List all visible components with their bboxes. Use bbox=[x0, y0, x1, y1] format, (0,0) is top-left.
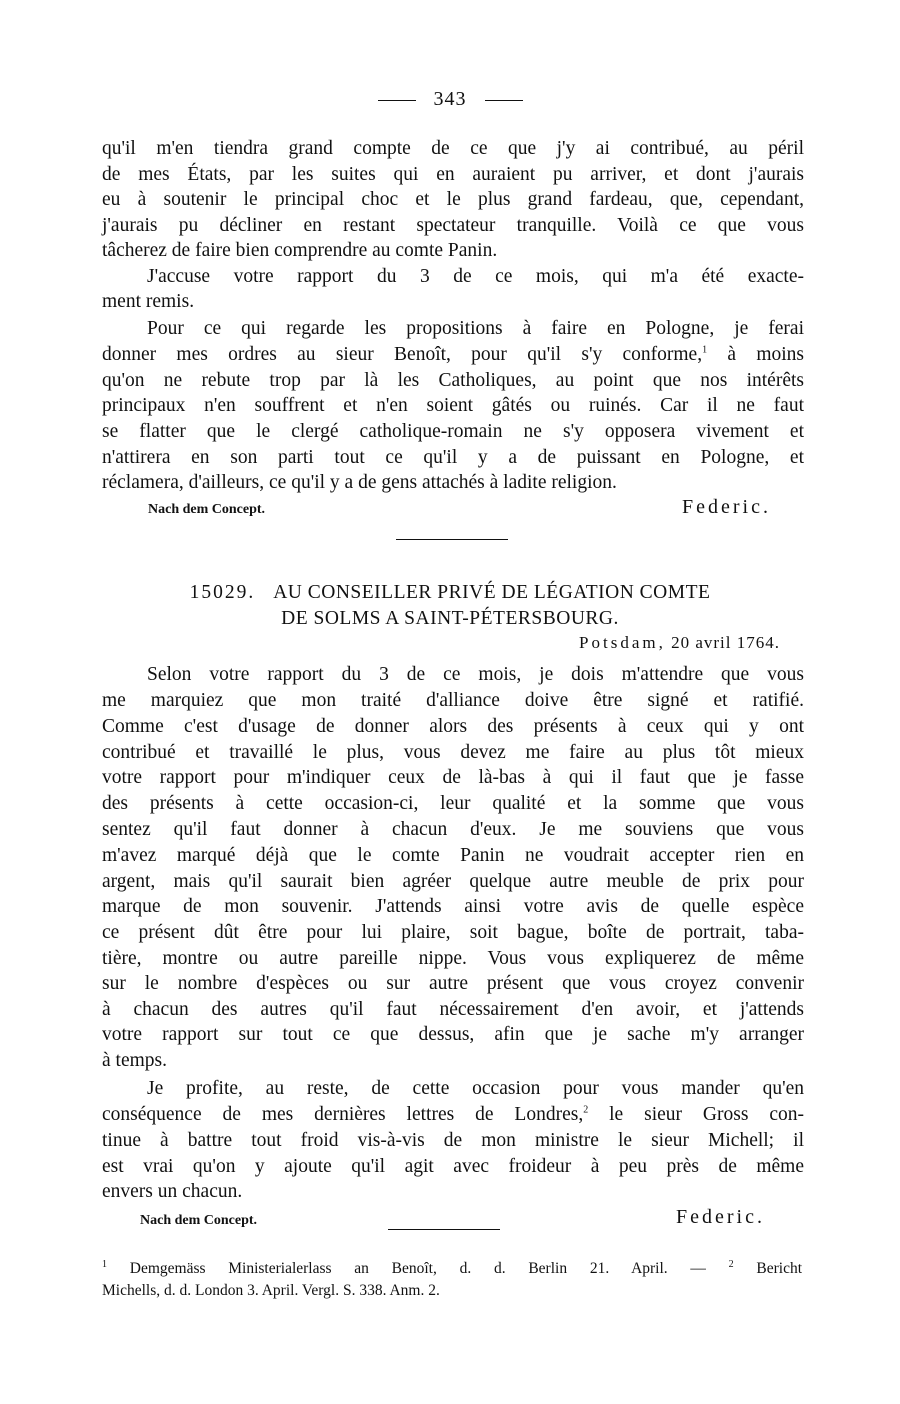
text-line: à chacun des autres qu'il faut nécessairement d'en avoir, et j'attends bbox=[102, 999, 804, 1020]
signature: Federic. bbox=[682, 496, 771, 518]
footnote-mark-1: 1 bbox=[102, 1258, 107, 1270]
text-line: votre rapport sur tout ce que dessus, afin que je sache m'y arranger bbox=[102, 1024, 804, 1045]
text-line: j'aurais pu décliner en restant spectateur tranquille. Voilà ce que vous bbox=[102, 215, 804, 236]
footnote-text-2-start: Bericht bbox=[756, 1260, 803, 1277]
source-note: Nach dem Concept. bbox=[140, 1213, 258, 1228]
dateline bbox=[579, 633, 780, 653]
text-line-with-footnote bbox=[102, 1102, 804, 1128]
text-line: J'accuse votre rapport du 3 de ce mois, qui m'a été exacte- bbox=[147, 266, 804, 287]
signature: Federic. bbox=[676, 1206, 765, 1228]
text-line: tâcherez de faire bien comprendre au comte Panin. bbox=[102, 240, 498, 261]
text-line: envers un chacun. bbox=[102, 1181, 243, 1202]
footnote-ref-2: 2 bbox=[583, 1104, 589, 1116]
text-line: votre rapport pour m'indiquer ceux de là-bas à qui il faut que je fasse bbox=[102, 767, 804, 788]
source-note: Nach dem Concept. bbox=[148, 502, 266, 517]
text-line: tière, montre ou autre pareille nippe. Vous vous expliquerez de même bbox=[102, 948, 804, 969]
text-segment: le sieur Gross con- bbox=[609, 1104, 804, 1125]
text-line: se flatter que le clergé catholique-romain ne s'y opposera vivement et bbox=[102, 421, 804, 442]
header-dash-right bbox=[485, 100, 523, 101]
footnote-mark-2: 2 bbox=[728, 1258, 734, 1270]
text-line: Pour ce qui regarde les propositions à faire en Pologne, je ferai bbox=[147, 318, 804, 339]
letter-title-text: AU CONSEILLER PRIVÉ DE LÉGATION COMTE bbox=[273, 582, 711, 603]
section-divider bbox=[396, 539, 508, 540]
footnote-ref-1: 1 bbox=[702, 344, 708, 356]
footnote-line-1 bbox=[102, 1258, 802, 1280]
footnote-divider bbox=[388, 1229, 500, 1230]
text-line: à temps. bbox=[102, 1050, 167, 1071]
text-line: Comme c'est d'usage de donner alors des présents à ceux qui y ont bbox=[102, 716, 804, 737]
text-line: ment remis. bbox=[102, 291, 195, 312]
letter-title-line-1 bbox=[0, 580, 900, 606]
text-segment: à moins bbox=[727, 344, 804, 365]
text-line: contribué et travaillé le plus, vous devez me faire au plus tôt mieux bbox=[102, 742, 804, 763]
text-segment: conséquence de mes dernières lettres de Londres, bbox=[102, 1104, 584, 1125]
footnote-text-1: Demgemäss Ministerialerlass an Benoît, d. d. Berlin 21. April. — bbox=[129, 1260, 706, 1277]
text-line: des présents à cette occasion-ci, leur qualité et la somme que vous bbox=[102, 793, 804, 814]
text-line: argent, mais qu'il saurait bien agréer quelque autre meuble de prix pour bbox=[102, 871, 804, 892]
footnote-line-2: Michells, d. d. London 3. April. Vergl. S. 338. Anm. 2. bbox=[102, 1282, 440, 1299]
header-dash-left bbox=[378, 100, 416, 101]
text-line: n'attirera en son parti tout ce qu'il y a de puissant en Pologne, et bbox=[102, 447, 804, 468]
letter-number: 15029. bbox=[189, 582, 256, 603]
page-number: 343 bbox=[433, 88, 467, 110]
text-line: sur le nombre d'espèces ou sur autre présent que vous croyez convenir bbox=[102, 973, 804, 994]
place: Potsdam, bbox=[579, 633, 666, 652]
letter-title-line-2: DE SOLMS A SAINT-PÉTERSBOURG. bbox=[281, 608, 619, 629]
text-line: qu'il m'en tiendra grand compte de ce que j'y ai contribué, au péril bbox=[102, 138, 804, 159]
text-line: Je profite, au reste, de cette occasion pour vous mander qu'en bbox=[147, 1078, 804, 1099]
text-line: est vrai qu'on y ajoute qu'il agit avec froideur à peu près de même bbox=[102, 1156, 804, 1177]
text-line: principaux n'en souffrent et n'en soient gâtés ou ruinés. Car il ne faut bbox=[102, 395, 804, 416]
text-line: réclamera, d'ailleurs, ce qu'il y a de gens attachés à ladite religion. bbox=[102, 472, 617, 493]
page-header bbox=[0, 88, 900, 111]
text-line-with-footnote bbox=[102, 342, 804, 368]
text-line: qu'on ne rebute trop par là les Catholiques, au point que nos intérêts bbox=[102, 370, 804, 391]
text-line: de mes États, par les suites qui en auraient pu arriver, et dont j'aurais bbox=[102, 164, 804, 185]
text-line: me marquiez que mon traité d'alliance doive être signé et ratifié. bbox=[102, 690, 804, 711]
text-line: Selon votre rapport du 3 de ce mois, je dois m'attendre que vous bbox=[147, 664, 804, 685]
text-line: marque de mon souvenir. J'attends ainsi votre avis de quelle espèce bbox=[102, 896, 804, 917]
text-segment: donner mes ordres au sieur Benoît, pour qu'il s'y conforme, bbox=[102, 344, 703, 365]
text-line: m'avez marqué déjà que le comte Panin ne voudrait accepter rien en bbox=[102, 845, 804, 866]
text-line: sentez qu'il faut donner à chacun d'eux. Je me souviens que vous bbox=[102, 819, 804, 840]
text-line: tinue à battre tout froid vis-à-vis de mon ministre le sieur Michell; il bbox=[102, 1130, 804, 1151]
text-line: ce présent dût être pour lui plaire, soit bague, boîte de portrait, taba- bbox=[102, 922, 804, 943]
text-line: eu à soutenir le principal choc et le plus grand fardeau, que, cependant, bbox=[102, 189, 804, 210]
date: 20 avril 1764. bbox=[671, 633, 780, 652]
